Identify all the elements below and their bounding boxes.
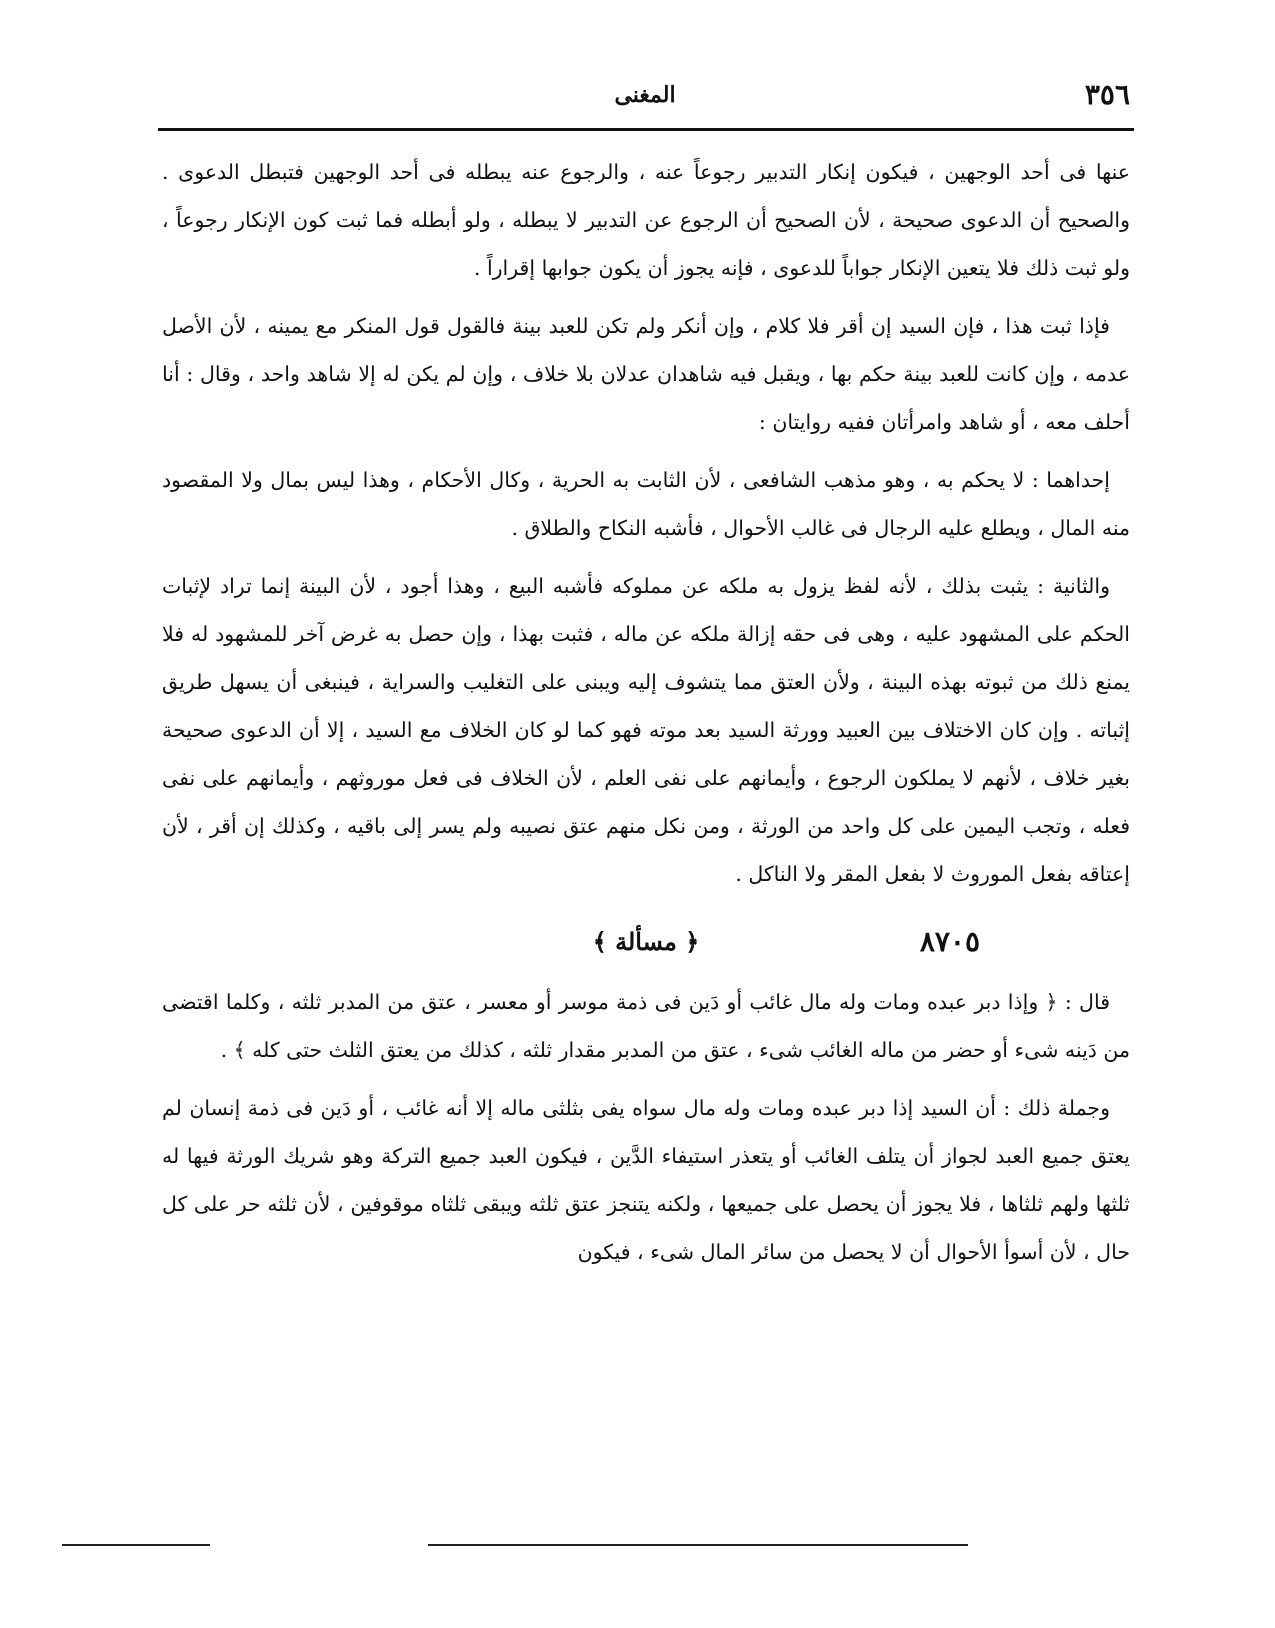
footnote-divider-right bbox=[428, 1544, 968, 1546]
page-body bbox=[162, 148, 1130, 1286]
paragraph: والثانية : يثبت بذلك ، لأنه لفظ يزول به ملكه عن مملوكه فأشبه البيع ، وهذا أجود ، لأن البينة إنما تراد لإثبات الحكم على المشهود عليه ، وهى فى حقه إزالة ملكه عن ماله ، فثبت بهذا ، وإن حصل به غرض آخر للمشهود له فلا يمنع ذلك من ثبوته بهذه البينة ، ولأن العتق مما يتشوف إليه ويبنى على التغليب والسراية ، فينبغى أن يسهل طريق إثباته . وإن كان الاختلاف بين العبيد وورثة السيد بعد موته فهو كما لو كان الخلاف مع السيد ، إلا أن الدعوى صحيحة بغير خلاف ، لأنهم لا يملكون الرجوع ، وأيمانهم على نفى العلم ، لأن الخلاف فى فعل موروثهم ، وأيمانهم على نفى فعله ، وتجب اليمين على كل واحد من الورثة ، ومن نكل منهم عتق نصيبه ولم يسر إلى باقيه ، وكذلك إن أقر ، لأن إعتاقه بفعل الموروث لا بفعل المقر ولا الناكل . bbox=[162, 574, 1130, 886]
page-header bbox=[160, 78, 1130, 118]
header-divider bbox=[158, 128, 1134, 131]
issue-title: ﴿ مسألة ﴾ bbox=[592, 927, 700, 956]
book-title: المغنى bbox=[614, 82, 676, 108]
footnote-divider-left bbox=[62, 1544, 210, 1546]
paragraph: قال : ﴿ وإذا دبر عبده ومات وله مال غائب أو دَين فى ذمة موسر أو معسر ، عتق من المدبر ثلثه ، وكلما اقتضى من دَينه شىء أو حضر من ماله الغائب شىء ، عتق من المدبر مقدار ثلثه ، كذلك من يعتق الثلث حتى كله ﴾ . bbox=[162, 990, 1130, 1062]
paragraph: عنها فى أحد الوجهين ، فيكون إنكار التدبير رجوعاً عنه ، والرجوع عنه يبطله فى أحد الوجهين فتبطل الدعوى . والصحيح أن الدعوى صحيحة ، لأن الصحيح أن الرجوع عن التدبير لا يبطله ، ولو أبطله فما ثبت كون الإنكار رجوعاً ، ولو ثبت ذلك فلا يتعين الإنكار جواباً للدعوى ، فإنه يجوز أن يكون جوابها إقراراً . bbox=[162, 160, 1130, 280]
page-number: ٣٥٦ bbox=[1084, 78, 1130, 111]
paragraph: فإذا ثبت هذا ، فإن السيد إن أقر فلا كلام ، وإن أنكر ولم تكن للعبد بينة فالقول قول المنكر مع يمينه ، لأن الأصل عدمه ، وإن كانت للعبد بينة حكم بها ، ويقبل فيه شاهدان عدلان بلا خلاف ، وإن لم يكن له إلا شاهد واحد ، وقال : أنا أحلف معه ، أو شاهد وامرأتان ففيه روايتان : bbox=[162, 314, 1130, 434]
issue-number: ٨٧٠٥ bbox=[919, 925, 980, 958]
paragraph: وجملة ذلك : أن السيد إذا دبر عبده ومات وله مال سواه يفى بثلثى ماله إلا أنه غائب ، أو دَين فى ذمة إنسان لم يعتق جميع العبد لجواز أن يتلف الغائب أو يتعذر استيفاء الدَّين ، فيكون العبد جميع التركة وهو شريك الورثة فيها له ثلثها ولهم ثلثاها ، فلا يجوز أن يحصل على جميعها ، ولكنه يتنجز عتق ثلثه ويبقى ثلثاه موقوفين ، لأن ثلثه حر على كل حال ، لأن أسوأ الأحوال أن لا يحصل من سائر المال شىء ، فيكون bbox=[162, 1096, 1130, 1264]
paragraph: إحداهما : لا يحكم به ، وهو مذهب الشافعى ، لأن الثابت به الحرية ، وكال الأحكام ، وهذا ليس بمال ولا المقصود منه المال ، ويطلع عليه الرجال فى غالب الأحوال ، فأشبه النكاح والطلاق . bbox=[162, 468, 1130, 540]
issue-heading bbox=[162, 912, 1130, 968]
